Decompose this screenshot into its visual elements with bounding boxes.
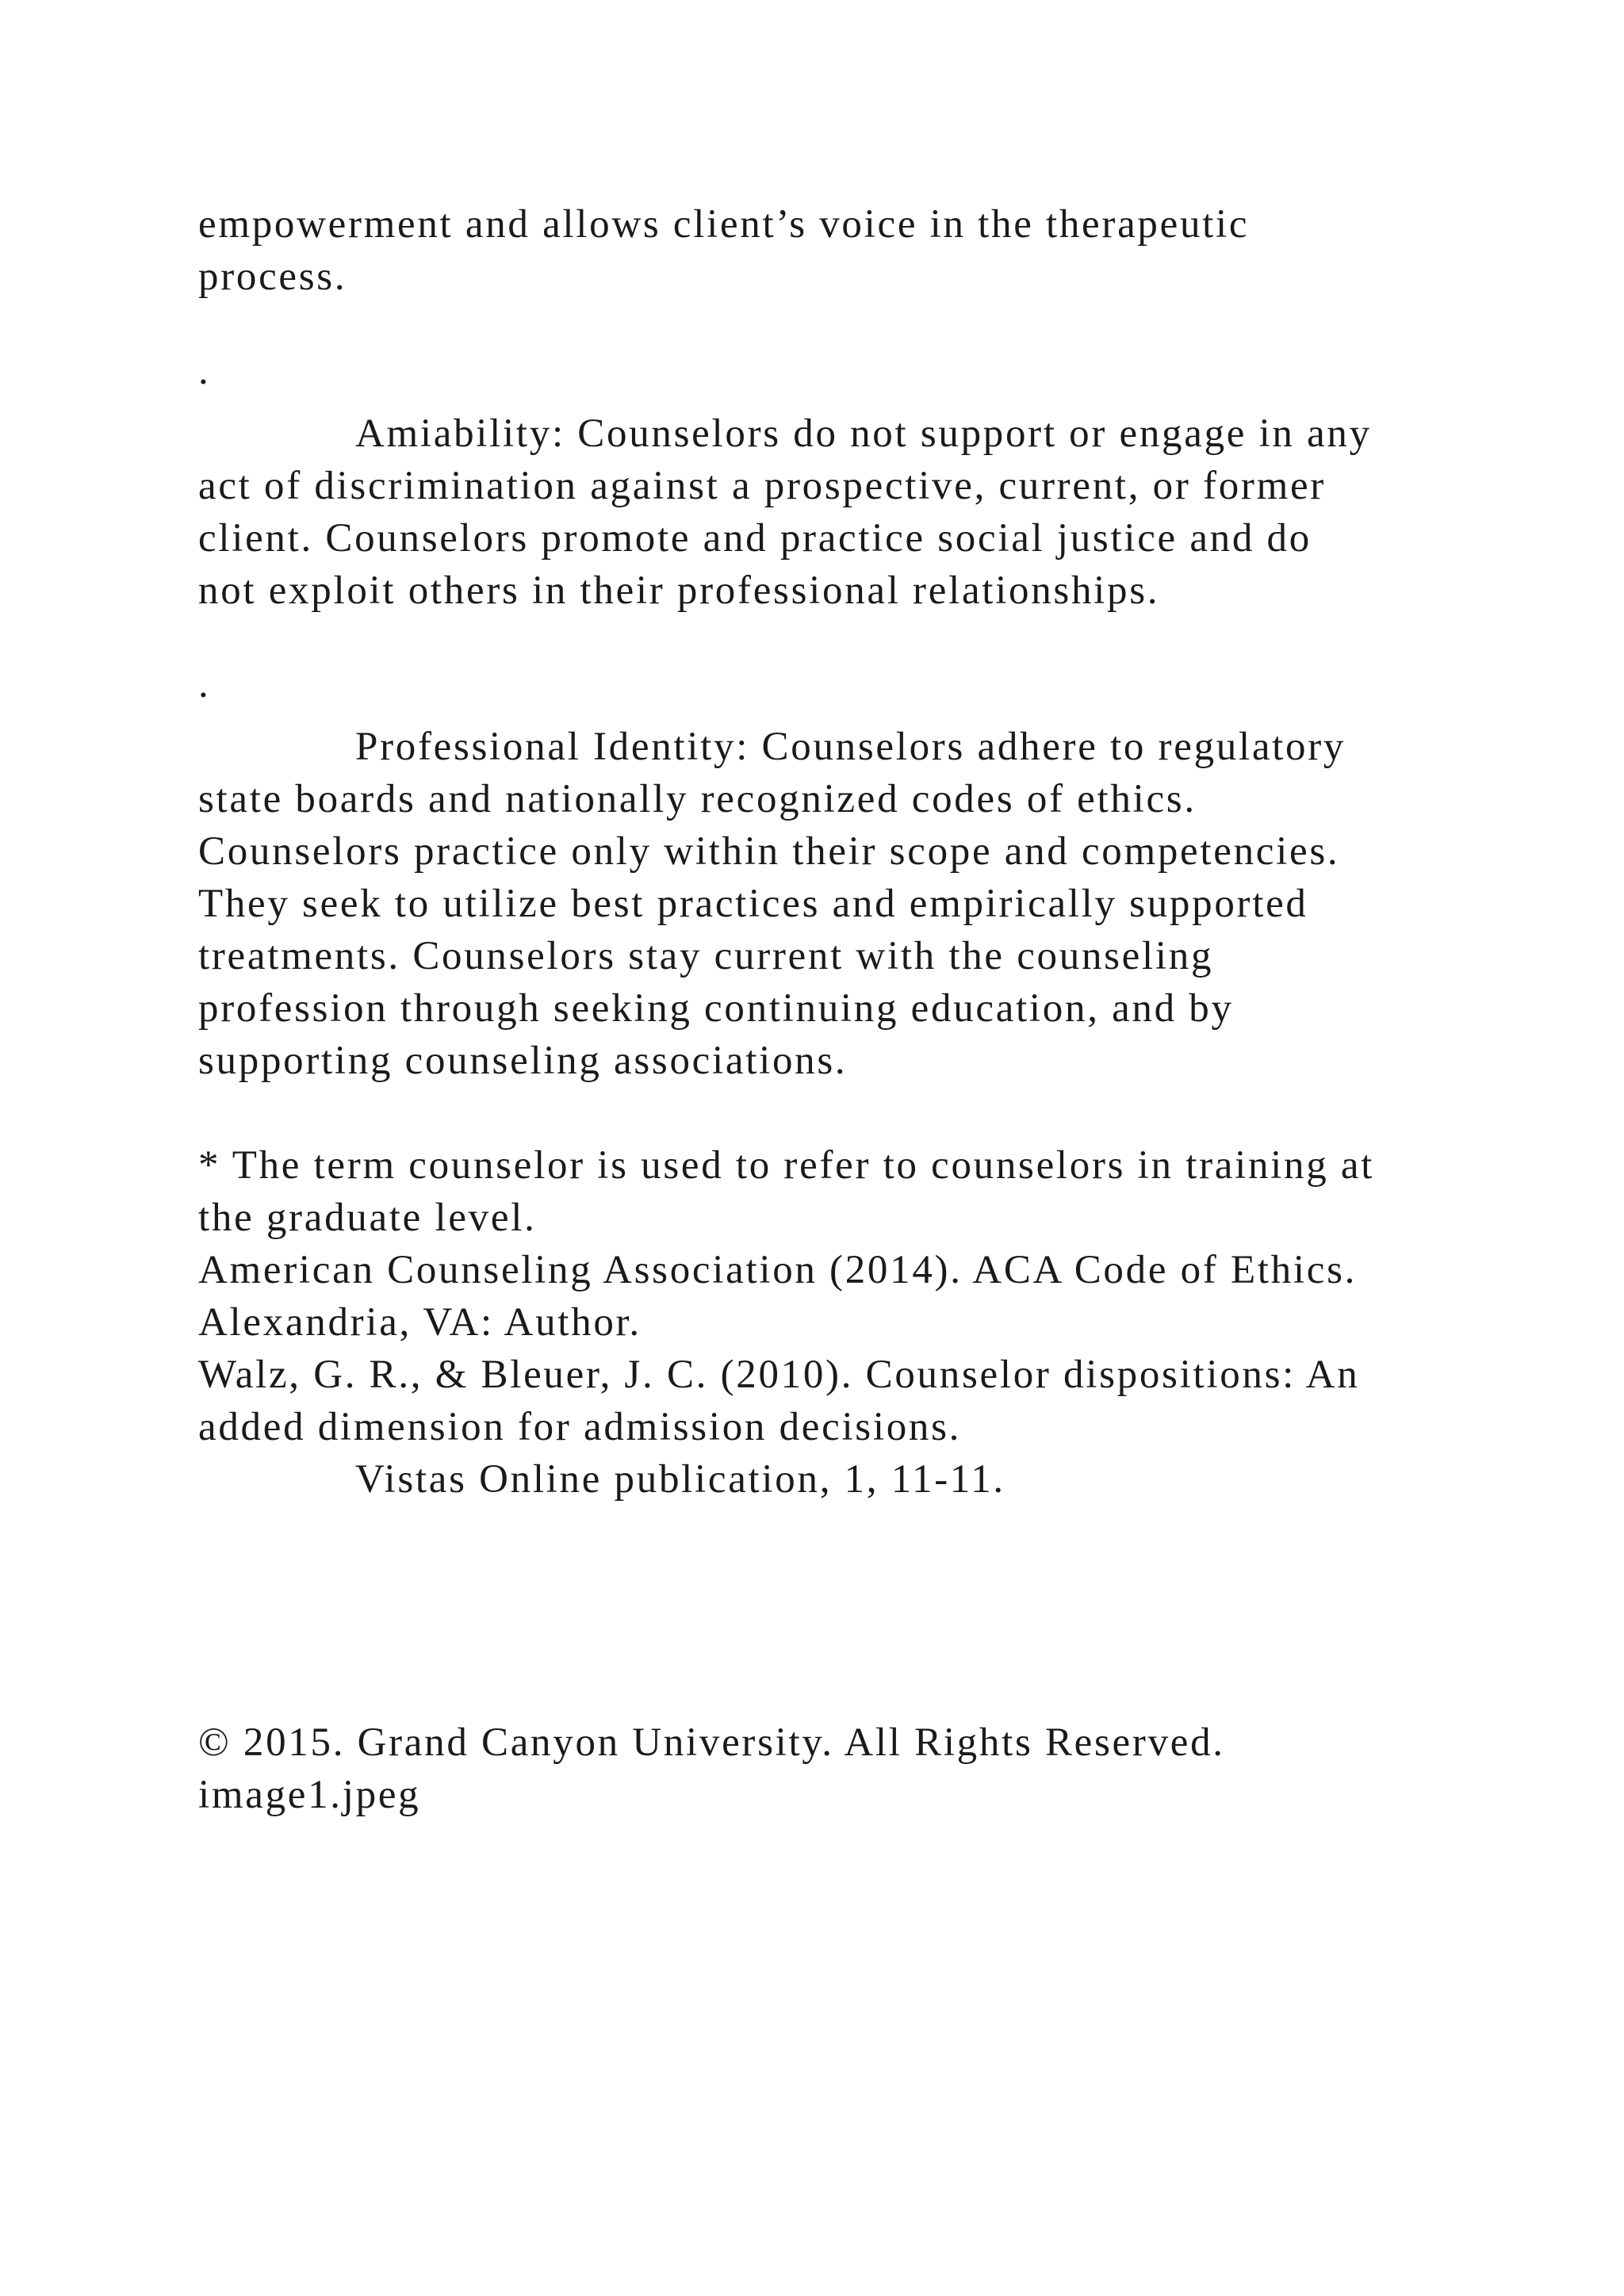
- professional-identity-line-5: treatments. Counselors stay current with the counseling: [198, 934, 1214, 978]
- amiability-line-4: not exploit others in their professional relationships.: [198, 568, 1160, 613]
- bullet-marker-professional-identity: .: [198, 662, 211, 706]
- footnote-line-1: * The term counselor is used to refer to counselors in training at: [198, 1143, 1375, 1188]
- reference-aca-line-2: Alexandria, VA: Author.: [198, 1300, 642, 1345]
- professional-identity-line-6: profession through seeking continuing education, and by: [198, 986, 1234, 1031]
- amiability-line-3: client. Counselors promote and practice social justice and do: [198, 516, 1312, 561]
- reference-aca-line-1: American Counseling Association (2014). ACA Code of Ethics.: [198, 1248, 1358, 1292]
- professional-identity-line-1: Professional Identity: Counselors adhere to regulatory: [355, 725, 1346, 769]
- reference-walz-line-1: Walz, G. R., & Bleuer, J. C. (2010). Counselor dispositions: An: [198, 1353, 1360, 1397]
- professional-identity-line-2: state boards and nationally recognized codes of ethics.: [198, 777, 1197, 821]
- intro-line-2: process.: [198, 254, 347, 299]
- reference-walz-line-3: Vistas Online publication, 1, 11-11.: [355, 1457, 1005, 1502]
- copyright-notice: © 2015. Grand Canyon University. All Rights Reserved.: [198, 1720, 1225, 1765]
- bullet-marker-amiability: .: [198, 349, 211, 393]
- attachment-filename: image1.jpeg: [198, 1773, 421, 1817]
- professional-identity-line-7: supporting counseling associations.: [198, 1039, 848, 1083]
- reference-walz-line-2: added dimension for admission decisions.: [198, 1405, 962, 1449]
- professional-identity-line-3: Counselors practice only within their scope and competencies.: [198, 829, 1340, 874]
- amiability-line-2: act of discrimination against a prospective, current, or former: [198, 464, 1326, 508]
- amiability-line-1: Amiability: Counselors do not support or engage in any: [355, 411, 1372, 456]
- professional-identity-line-4: They seek to utilize best practices and empirically supported: [198, 882, 1308, 926]
- intro-line-1: empowerment and allows client’s voice in the therapeutic: [198, 202, 1250, 247]
- footnote-line-2: the graduate level.: [198, 1196, 537, 1240]
